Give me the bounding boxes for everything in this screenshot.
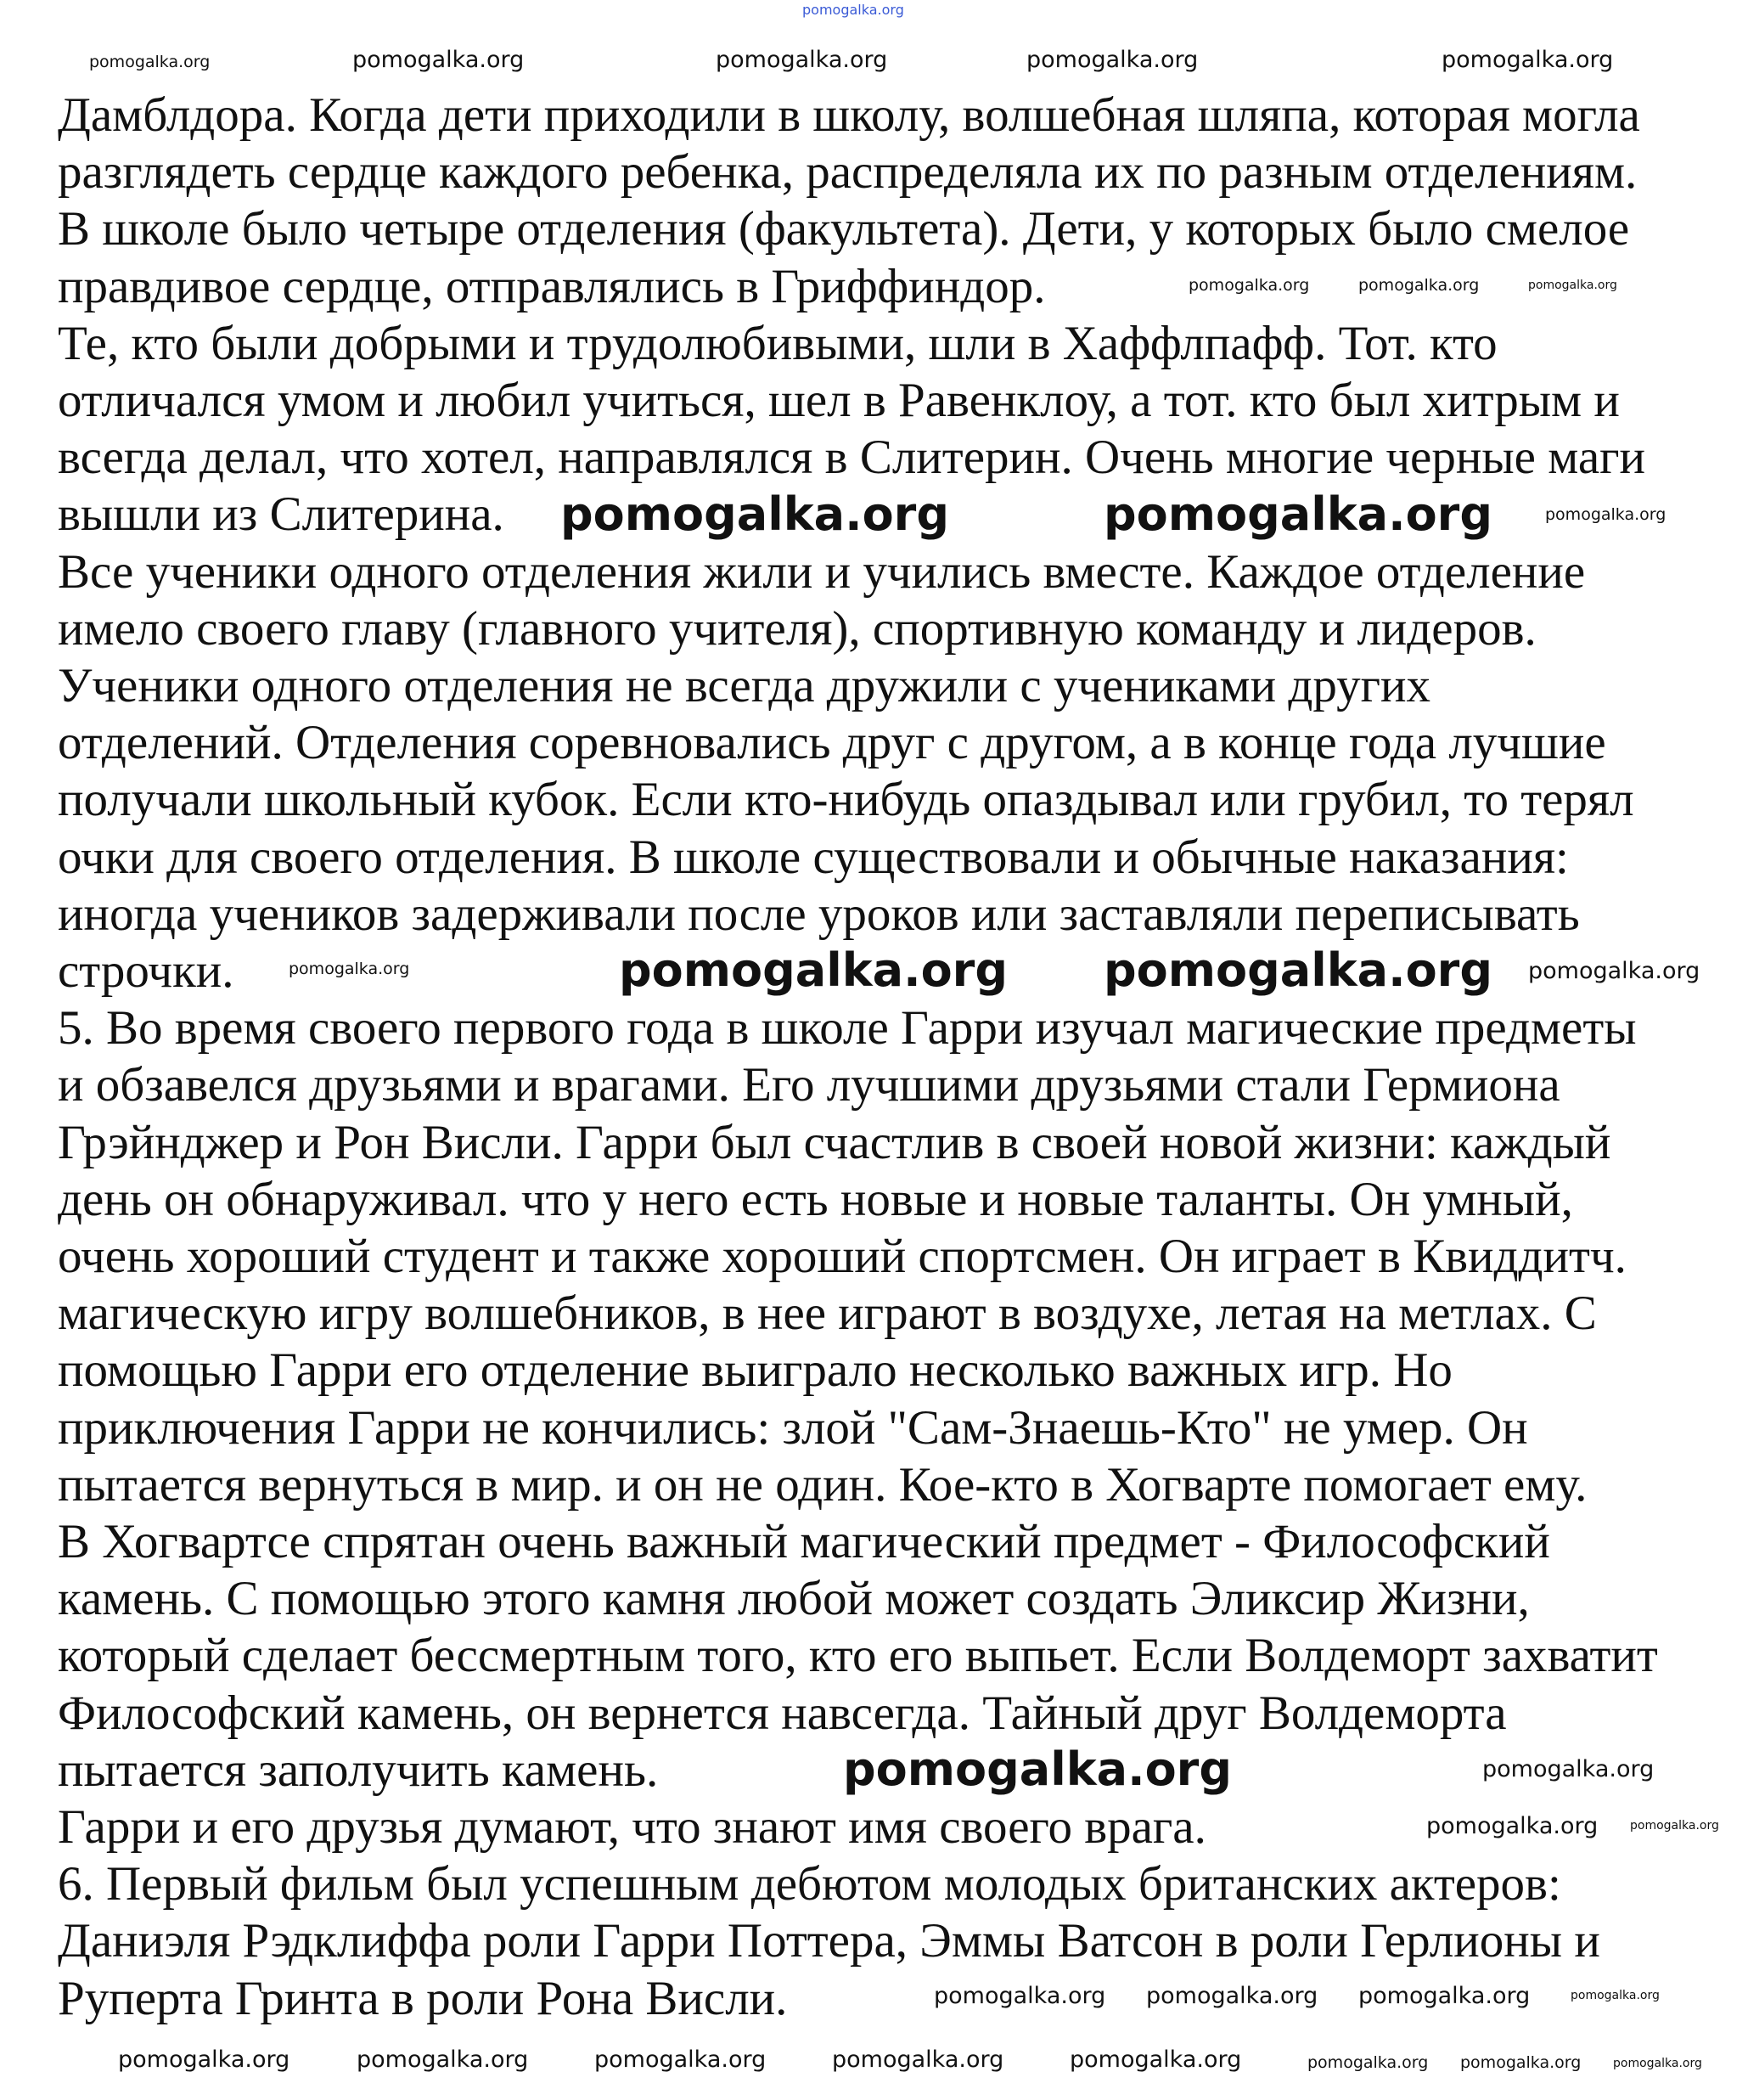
watermark-text: pomogalka.org [352, 47, 525, 73]
text-line: пытается заполучить камень. [58, 1742, 659, 1797]
text-line: Дамблдора. Когда дети приходили в школу, волшебная шляпа, которая могла [58, 88, 1640, 142]
text-line: Философский камень, он вернется навсегда. Тайный друг Волдеморта [58, 1686, 1507, 1740]
text-line: Ученики одного отделения не всегда дружили с учениками других [58, 659, 1430, 712]
watermark-text: pomogalka.org [1358, 276, 1480, 295]
text-line: строчки. [58, 944, 234, 998]
watermark-text: pomogalka.org [1104, 943, 1492, 997]
watermark-text: pomogalka.org [1442, 47, 1614, 73]
watermark-text: pomogalka.org [619, 943, 1008, 997]
text-line: всегда делал, что хотел, направлялся в Слитерин. Очень многие черные маги [58, 431, 1646, 485]
text-line: вышли из Слитерина. [58, 487, 504, 542]
text-line: очень хороший студент и также хороший спортсмен. Он играет в Квиддитч. [58, 1230, 1627, 1283]
text-line: пытается вернуться в мир. и он не один. Кое-кто в Хогварте помогает ему. [58, 1457, 1588, 1512]
text-line: Все ученики одного отделения жили и учились вместе. Каждое отделение [58, 544, 1586, 599]
text-line: очки для своего отделения. В школе существовали и обычные наказания: [58, 830, 1569, 884]
text-line: Грэйнджер и Рон Висли. Гарри был счастлив в своей новой жизни: каждый [58, 1115, 1611, 1169]
text-line: магическую игру волшебников, в нее играют в воздухе, летая на метлах. С [58, 1286, 1597, 1341]
text-line: имело своего главу (главного учителя), спортивную команду и лидеров. [58, 601, 1537, 656]
text-line: приключения Гарри не кончились: злой "Сам-Знаешь-Кто" не умер. Он [58, 1400, 1528, 1455]
watermark-text: pomogalka.org [1146, 1983, 1318, 2009]
watermark-text: pomogalka.org [843, 1742, 1232, 1796]
watermark-text: pomogalka.org [1426, 1813, 1599, 1839]
watermark-text: pomogalka.org [1482, 1756, 1655, 1782]
watermark-text: pomogalka.org [357, 2047, 529, 2073]
watermark-text: pomogalka.org [934, 1983, 1106, 2009]
text-line: отделений. Отделения соревновались друг с другом, а в конце года лучшие [58, 716, 1606, 770]
text-line: разглядеть сердце каждого ребенка, распределяла их по разным отделениям. [58, 145, 1638, 200]
watermark-text: pomogalka.org [832, 2047, 1004, 2073]
text-line: Гарри и его друзья думают, что знают имя своего врага. [58, 1800, 1206, 1854]
watermark-text: pomogalka.org [89, 53, 211, 71]
watermark-text: pomogalka.org [1358, 1983, 1531, 2009]
watermark-text: pomogalka.org [1630, 1819, 1719, 1833]
watermark-text: pomogalka.org [716, 47, 888, 73]
text-line: Руперта Гринта в роли Рона Висли. [58, 1971, 788, 2025]
text-line: получали школьный кубок. Если кто-нибудь опаздывал или грубил, то терял [58, 773, 1634, 827]
watermark-text: pomogalka.org [1528, 279, 1617, 292]
text-line: иногда учеников задерживали после уроков или заставляли переписывать [58, 887, 1580, 941]
watermark-text: pomogalka.org [1571, 1989, 1660, 2002]
text-line: камень. С помощью этого камня любой может создать Эликсир Жизни, [58, 1572, 1530, 1626]
watermark-text: pomogalka.org [1070, 2047, 1242, 2073]
text-line: В школе было четыре отделения (факультета). Дети, у которых было смелое [58, 202, 1630, 256]
watermark-text: pomogalka.org [802, 2, 904, 18]
text-line: правдивое сердце, отправлялись в Гриффиндор. [58, 259, 1046, 313]
watermark-text: pomogalka.org [560, 487, 949, 541]
watermark-text: pomogalka.org [1026, 47, 1199, 73]
watermark-text: pomogalka.org [289, 960, 410, 978]
text-line: который сделает бессмертным того, кто его выпьет. Если Волдеморт захватит [58, 1629, 1658, 1683]
text-line: В Хогвартсе спрятан очень важный магический предмет - Философский [58, 1515, 1550, 1568]
watermark-text: pomogalka.org [1189, 276, 1310, 295]
text-line: день он обнаруживал. что у него есть новые и новые таланты. Он умный, [58, 1172, 1573, 1226]
watermark-text: pomogalka.org [594, 2047, 767, 2073]
watermark-text: pomogalka.org [1460, 2053, 1582, 2072]
text-line: помощью Гарри его отделение выиграло несколько важных игр. Но [58, 1343, 1453, 1398]
watermark-text: pomogalka.org [1528, 958, 1700, 984]
text-line: Те, кто были добрыми и трудолюбивыми, шли в Хаффлпафф. Тот. кто [58, 316, 1498, 370]
watermark-text: pomogalka.org [1307, 2053, 1429, 2072]
text-line: отличался умом и любил учиться, шел в Равенклоу, а тот. кто был хитрым и [58, 374, 1620, 427]
watermark-text: pomogalka.org [118, 2047, 290, 2073]
text-line: Даниэля Рэдклиффа роли Гарри Поттера, Эммы Ватсон в роли Герлионы и [58, 1914, 1600, 1968]
text-line: и обзавелся друзьями и врагами. Его лучшими друзьями стали Гермиона [58, 1058, 1560, 1112]
watermark-text: pomogalka.org [1545, 505, 1667, 524]
text-line: 6. Первый фильм был успешным дебютом молодых британских актеров: [58, 1857, 1561, 1911]
text-line: 5. Во время своего первого года в школе Гарри изучал магические предметы [58, 1001, 1637, 1056]
watermark-text: pomogalka.org [1613, 2057, 1702, 2070]
watermark-text: pomogalka.org [1104, 487, 1492, 541]
